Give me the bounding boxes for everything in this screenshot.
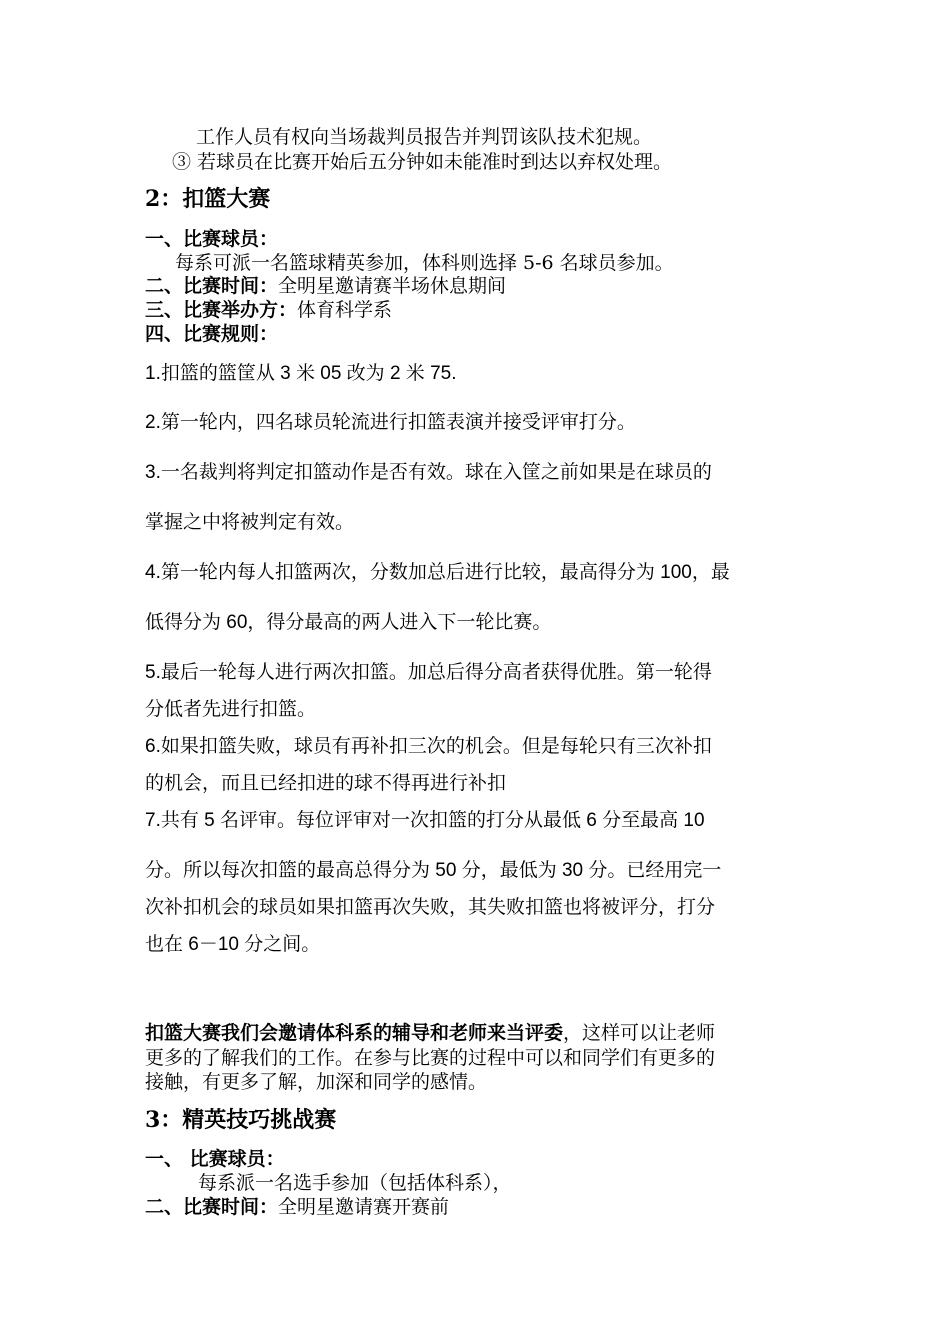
item-time-value: 全明星邀请赛半场休息期间 bbox=[278, 275, 507, 297]
note-rest: ，这样可以让老师 bbox=[563, 1022, 716, 1044]
s3-item-players-desc: 每系派一名选手参加（包括体科系）， bbox=[198, 1172, 512, 1194]
s3-item-players bbox=[145, 1147, 285, 1171]
s3-item-time-label: 二、比赛时间： bbox=[145, 1196, 279, 1218]
rule-line: 次补扣机会的球员如果扣篮再次失败，其失败扣篮也将被评分，打分 bbox=[145, 897, 716, 918]
item-time bbox=[145, 274, 506, 298]
rule-line: 分。所以每次扣篮的最高总得分为 50 分，最低为 30 分。已经用完一 bbox=[145, 860, 722, 881]
rule-line: 低得分为 60，得分最高的两人进入下一轮比赛。 bbox=[145, 612, 552, 633]
rule-line: 7.共有 5 名评审。每位评审对一次扣篮的打分从最低 6 分至最高 10 bbox=[145, 810, 705, 831]
rule-line: 2.第一轮内，四名球员轮流进行扣篮表演并接受评审打分。 bbox=[145, 412, 636, 433]
note-bold: 扣篮大赛我们会邀请体科系的辅导和老师来当评委 bbox=[145, 1022, 564, 1044]
note-line-1 bbox=[145, 1021, 715, 1045]
s3-item-players-label: 一、 比赛球员： bbox=[145, 1148, 285, 1170]
s3-item-time-value: 全明星邀请赛开赛前 bbox=[278, 1196, 450, 1218]
intro-line-1: 工作人员有权向当场裁判员报告并判罚该队技术犯规。 bbox=[196, 126, 653, 148]
item-rules-label: 四、比赛规则： bbox=[145, 323, 279, 345]
item-host-label: 三、比赛举办方： bbox=[145, 299, 298, 321]
s3-item-time bbox=[145, 1195, 449, 1219]
rule-line: 掌握之中将被判定有效。 bbox=[145, 512, 355, 533]
rule-line: 6.如果扣篮失败，球员有再补扣三次的机会。但是每轮只有三次补扣 bbox=[145, 736, 712, 757]
note-line-3: 接触，有更多了解，加深和同学的感情。 bbox=[145, 1071, 488, 1093]
item-players-desc: 每系可派一名篮球精英参加，体科则选择 5-6 名球员参加。 bbox=[175, 252, 674, 274]
rule-line: 的机会，而且已经扣进的球不得再进行补扣 bbox=[145, 773, 507, 794]
rule-line: 3.一名裁判将判定扣篮动作是否有效。球在入筐之前如果是在球员的 bbox=[145, 462, 712, 483]
rule-line: 1.扣篮的篮筐从 3 米 05 改为 2 米 75. bbox=[145, 363, 457, 384]
item-host-value: 体育科学系 bbox=[297, 299, 393, 321]
rule-line: 分低者先进行扣篮。 bbox=[145, 699, 317, 720]
item-time-label: 二、比赛时间： bbox=[145, 275, 279, 297]
item-players-label: 一、比赛球员： bbox=[145, 228, 279, 250]
rule-line: 5.最后一轮每人进行两次扣篮。加总后得分高者获得优胜。第一轮得 bbox=[145, 662, 712, 683]
item-players bbox=[145, 227, 278, 251]
note-line-2: 更多的了解我们的工作。在参与比赛的过程中可以和同学们有更多的 bbox=[145, 1047, 716, 1069]
rule-line: 也在 6－10 分之间。 bbox=[145, 934, 321, 955]
rule-line: 4.第一轮内每人扣篮两次，分数加总后进行比较，最高得分为 100，最 bbox=[145, 562, 730, 583]
item-host bbox=[145, 298, 392, 322]
item-rules bbox=[145, 322, 278, 346]
section-2-title: 2：扣篮大赛 bbox=[145, 186, 271, 212]
intro-line-2: ③ 若球员在比赛开始后五分钟如未能准时到达以弃权处理。 bbox=[172, 151, 673, 173]
section-3-title: 3：精英技巧挑战赛 bbox=[145, 1107, 337, 1133]
